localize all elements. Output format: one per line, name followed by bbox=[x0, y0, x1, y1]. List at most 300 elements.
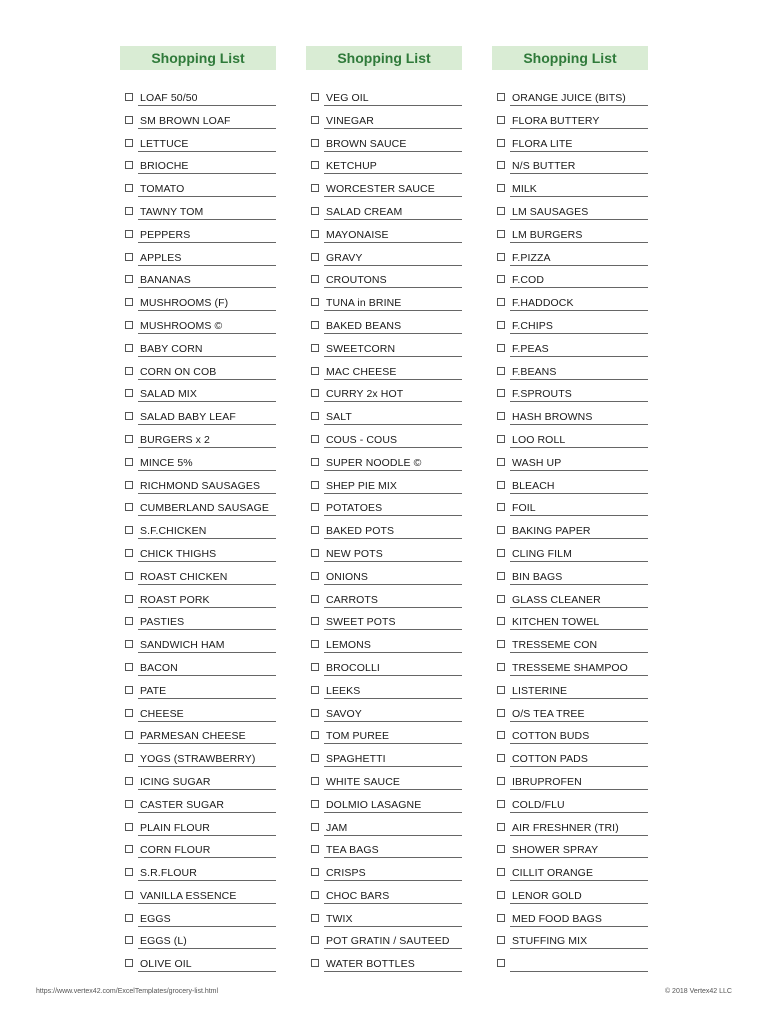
item-checkbox[interactable] bbox=[125, 139, 133, 147]
item-checkbox[interactable] bbox=[497, 777, 505, 785]
item-checkbox[interactable] bbox=[497, 549, 505, 557]
list-item bbox=[120, 407, 276, 430]
item-entry-line[interactable] bbox=[138, 772, 276, 790]
item-checkbox[interactable] bbox=[311, 800, 319, 808]
item-entry-line[interactable] bbox=[324, 635, 462, 653]
item-checkbox[interactable] bbox=[497, 709, 505, 717]
item-label: LM SAUSAGES bbox=[512, 205, 589, 218]
item-entry-line[interactable] bbox=[324, 590, 462, 608]
item-entry-line[interactable] bbox=[324, 293, 462, 311]
item-checkbox[interactable] bbox=[497, 458, 505, 466]
item-checkbox[interactable] bbox=[311, 184, 319, 192]
list-item bbox=[492, 521, 648, 544]
item-label: MILK bbox=[512, 183, 537, 196]
list-item bbox=[120, 749, 276, 772]
item-entry-line[interactable] bbox=[324, 521, 462, 539]
item-entry-line[interactable] bbox=[324, 179, 462, 197]
item-entry-line[interactable] bbox=[138, 954, 276, 972]
item-label: LOAF 50/50 bbox=[140, 92, 198, 104]
list-item bbox=[120, 384, 276, 407]
item-checkbox[interactable] bbox=[311, 777, 319, 785]
item-entry-line[interactable] bbox=[324, 88, 462, 106]
item-checkbox[interactable] bbox=[125, 526, 133, 534]
item-label: WASH UP bbox=[512, 456, 562, 469]
item-entry-line[interactable] bbox=[138, 521, 276, 539]
item-checkbox[interactable] bbox=[497, 526, 505, 534]
item-entry-line[interactable] bbox=[324, 726, 462, 744]
item-entry-line[interactable] bbox=[510, 339, 648, 357]
item-checkbox[interactable] bbox=[497, 481, 505, 489]
item-checkbox[interactable] bbox=[311, 389, 319, 397]
item-checkbox[interactable] bbox=[125, 686, 133, 694]
item-entry-line[interactable] bbox=[510, 726, 648, 744]
item-label: EGGS (L) bbox=[140, 935, 187, 948]
item-entry-line[interactable] bbox=[138, 248, 276, 266]
item-checkbox[interactable] bbox=[311, 845, 319, 853]
item-entry-line[interactable] bbox=[324, 544, 462, 562]
item-checkbox[interactable] bbox=[125, 481, 133, 489]
list-item bbox=[306, 681, 462, 704]
item-checkbox[interactable] bbox=[125, 116, 133, 124]
list-item bbox=[492, 111, 648, 134]
item-checkbox[interactable] bbox=[497, 116, 505, 124]
item-entry-line[interactable] bbox=[324, 818, 462, 836]
item-checkbox[interactable] bbox=[497, 389, 505, 397]
item-label: IBRUPROFEN bbox=[512, 775, 582, 788]
item-entry-line[interactable] bbox=[510, 863, 648, 881]
list-item bbox=[492, 726, 648, 749]
item-entry-line[interactable] bbox=[324, 772, 462, 790]
item-entry-line[interactable] bbox=[510, 704, 648, 722]
item-checkbox[interactable] bbox=[497, 93, 505, 101]
item-entry-line[interactable] bbox=[324, 270, 462, 288]
list-item bbox=[306, 156, 462, 179]
list-item bbox=[306, 567, 462, 590]
item-label: F.PIZZA bbox=[512, 251, 551, 264]
list-item bbox=[306, 521, 462, 544]
item-entry-line[interactable] bbox=[324, 202, 462, 220]
item-entry-line[interactable] bbox=[510, 635, 648, 653]
item-entry-line[interactable] bbox=[138, 225, 276, 243]
item-label: COLD/FLU bbox=[512, 798, 565, 811]
item-checkbox[interactable] bbox=[125, 389, 133, 397]
item-label: BANANAS bbox=[140, 274, 191, 287]
item-checkbox[interactable] bbox=[311, 412, 319, 420]
item-label: NEW POTS bbox=[326, 547, 383, 560]
item-checkbox[interactable] bbox=[125, 891, 133, 899]
item-entry-line[interactable] bbox=[138, 840, 276, 858]
item-checkbox[interactable] bbox=[125, 914, 133, 922]
item-checkbox[interactable] bbox=[497, 800, 505, 808]
item-entry-line[interactable] bbox=[510, 384, 648, 402]
item-checkbox[interactable] bbox=[125, 617, 133, 625]
item-checkbox[interactable] bbox=[125, 458, 133, 466]
item-checkbox[interactable] bbox=[125, 367, 133, 375]
item-label: MINCE 5% bbox=[140, 456, 193, 469]
item-entry-line[interactable] bbox=[510, 88, 648, 106]
item-checkbox[interactable] bbox=[311, 709, 319, 717]
item-label: LM BURGERS bbox=[512, 228, 583, 241]
item-entry-line[interactable] bbox=[510, 316, 648, 334]
item-checkbox[interactable] bbox=[311, 891, 319, 899]
item-entry-line[interactable] bbox=[138, 88, 276, 106]
item-checkbox[interactable] bbox=[311, 617, 319, 625]
item-entry-line[interactable] bbox=[510, 567, 648, 585]
item-entry-line[interactable] bbox=[324, 749, 462, 767]
list-item bbox=[492, 362, 648, 385]
item-checkbox[interactable] bbox=[125, 161, 133, 169]
item-label: ICING SUGAR bbox=[140, 775, 211, 788]
item-checkbox[interactable] bbox=[311, 754, 319, 762]
item-entry-line[interactable] bbox=[324, 339, 462, 357]
item-checkbox[interactable] bbox=[311, 275, 319, 283]
item-checkbox[interactable] bbox=[311, 458, 319, 466]
item-checkbox[interactable] bbox=[311, 344, 319, 352]
item-checkbox[interactable] bbox=[125, 412, 133, 420]
item-entry-line[interactable] bbox=[324, 704, 462, 722]
item-label: LETTUCE bbox=[140, 137, 189, 150]
list-item bbox=[306, 818, 462, 841]
item-label: MED FOOD BAGS bbox=[512, 912, 602, 925]
item-entry-line[interactable] bbox=[138, 818, 276, 836]
item-label: APPLES bbox=[140, 251, 182, 264]
item-entry-line[interactable] bbox=[324, 111, 462, 129]
item-checkbox[interactable] bbox=[497, 161, 505, 169]
item-entry-line[interactable] bbox=[138, 407, 276, 425]
item-checkbox[interactable] bbox=[497, 207, 505, 215]
item-checkbox[interactable] bbox=[311, 936, 319, 944]
item-entry-line[interactable] bbox=[138, 384, 276, 402]
item-checkbox[interactable] bbox=[311, 230, 319, 238]
item-checkbox[interactable] bbox=[125, 709, 133, 717]
item-checkbox[interactable] bbox=[125, 503, 133, 511]
item-checkbox[interactable] bbox=[497, 663, 505, 671]
item-entry-line[interactable] bbox=[138, 498, 276, 516]
item-checkbox[interactable] bbox=[125, 207, 133, 215]
list-item bbox=[492, 270, 648, 293]
item-checkbox[interactable] bbox=[125, 253, 133, 261]
list-item bbox=[492, 248, 648, 271]
item-checkbox[interactable] bbox=[125, 184, 133, 192]
item-checkbox[interactable] bbox=[497, 298, 505, 306]
item-entry-line[interactable] bbox=[510, 156, 648, 174]
item-checkbox[interactable] bbox=[125, 93, 133, 101]
item-label: LEMONS bbox=[326, 639, 371, 652]
item-checkbox[interactable] bbox=[125, 298, 133, 306]
item-entry-line[interactable] bbox=[138, 612, 276, 630]
item-entry-line[interactable] bbox=[324, 931, 462, 949]
item-checkbox[interactable] bbox=[497, 253, 505, 261]
item-label: FLORA BUTTERY bbox=[512, 114, 600, 127]
item-entry-line[interactable] bbox=[510, 498, 648, 516]
item-entry-line[interactable] bbox=[510, 293, 648, 311]
item-entry-line[interactable] bbox=[510, 407, 648, 425]
item-checkbox[interactable] bbox=[125, 936, 133, 944]
item-entry-line[interactable] bbox=[510, 430, 648, 448]
item-checkbox[interactable] bbox=[311, 298, 319, 306]
item-checkbox[interactable] bbox=[125, 549, 133, 557]
item-entry-line[interactable] bbox=[138, 931, 276, 949]
item-checkbox[interactable] bbox=[125, 595, 133, 603]
item-label: LENOR GOLD bbox=[512, 889, 582, 902]
item-entry-line[interactable] bbox=[138, 726, 276, 744]
item-checkbox[interactable] bbox=[497, 640, 505, 648]
item-entry-line[interactable] bbox=[138, 795, 276, 813]
item-checkbox[interactable] bbox=[497, 595, 505, 603]
item-entry-line[interactable] bbox=[510, 202, 648, 220]
item-checkbox[interactable] bbox=[311, 731, 319, 739]
item-entry-line[interactable] bbox=[510, 795, 648, 813]
item-entry-line[interactable] bbox=[324, 407, 462, 425]
item-checkbox[interactable] bbox=[311, 549, 319, 557]
item-entry-line[interactable] bbox=[510, 362, 648, 380]
item-entry-line[interactable] bbox=[510, 270, 648, 288]
list-item bbox=[492, 476, 648, 499]
item-checkbox[interactable] bbox=[311, 321, 319, 329]
item-checkbox[interactable] bbox=[311, 253, 319, 261]
item-checkbox[interactable] bbox=[311, 116, 319, 124]
item-checkbox[interactable] bbox=[311, 207, 319, 215]
list-item bbox=[120, 134, 276, 157]
item-checkbox[interactable] bbox=[497, 344, 505, 352]
item-entry-line[interactable] bbox=[138, 886, 276, 904]
item-checkbox[interactable] bbox=[125, 640, 133, 648]
item-checkbox[interactable] bbox=[497, 572, 505, 580]
item-checkbox[interactable] bbox=[497, 868, 505, 876]
list-item bbox=[492, 590, 648, 613]
item-entry-line[interactable] bbox=[510, 248, 648, 266]
item-checkbox[interactable] bbox=[311, 686, 319, 694]
item-entry-line[interactable] bbox=[324, 248, 462, 266]
item-entry-line[interactable] bbox=[510, 225, 648, 243]
item-entry-line[interactable] bbox=[324, 453, 462, 471]
item-label: BAKING PAPER bbox=[512, 525, 591, 538]
item-checkbox[interactable] bbox=[311, 959, 319, 967]
item-checkbox[interactable] bbox=[125, 754, 133, 762]
item-entry-line[interactable] bbox=[510, 658, 648, 676]
item-label: CUMBERLAND SAUSAGE bbox=[140, 502, 269, 515]
list-item bbox=[306, 498, 462, 521]
item-checkbox[interactable] bbox=[497, 914, 505, 922]
item-entry-line[interactable] bbox=[510, 590, 648, 608]
item-entry-line[interactable] bbox=[510, 931, 648, 949]
item-entry-line[interactable] bbox=[138, 658, 276, 676]
item-checkbox[interactable] bbox=[497, 435, 505, 443]
item-entry-line[interactable] bbox=[510, 476, 648, 494]
list-item bbox=[492, 612, 648, 635]
item-entry-line[interactable] bbox=[138, 316, 276, 334]
item-checkbox[interactable] bbox=[497, 275, 505, 283]
item-entry-line[interactable] bbox=[510, 544, 648, 562]
list-item bbox=[306, 749, 462, 772]
item-checkbox[interactable] bbox=[125, 823, 133, 831]
item-checkbox[interactable] bbox=[311, 93, 319, 101]
item-entry-line[interactable] bbox=[510, 772, 648, 790]
item-checkbox[interactable] bbox=[311, 367, 319, 375]
item-checkbox[interactable] bbox=[311, 526, 319, 534]
item-label: SHEP PIE MIX bbox=[326, 479, 398, 492]
item-entry-line[interactable] bbox=[510, 886, 648, 904]
item-checkbox[interactable] bbox=[125, 663, 133, 671]
item-entry-line[interactable] bbox=[138, 430, 276, 448]
item-entry-line[interactable] bbox=[324, 362, 462, 380]
item-entry-line[interactable] bbox=[510, 749, 648, 767]
list-item bbox=[306, 635, 462, 658]
item-checkbox[interactable] bbox=[497, 823, 505, 831]
item-checkbox[interactable] bbox=[125, 731, 133, 739]
item-checkbox[interactable] bbox=[125, 435, 133, 443]
item-checkbox[interactable] bbox=[311, 481, 319, 489]
item-entry-line[interactable] bbox=[324, 156, 462, 174]
item-entry-line[interactable] bbox=[138, 293, 276, 311]
item-checkbox[interactable] bbox=[125, 959, 133, 967]
item-entry-line[interactable] bbox=[138, 704, 276, 722]
item-checkbox[interactable] bbox=[125, 230, 133, 238]
item-entry-line[interactable] bbox=[324, 567, 462, 585]
item-entry-line[interactable] bbox=[138, 476, 276, 494]
item-entry-line[interactable] bbox=[510, 134, 648, 152]
item-checkbox[interactable] bbox=[311, 663, 319, 671]
list-item bbox=[120, 476, 276, 499]
item-checkbox[interactable] bbox=[311, 503, 319, 511]
item-checkbox[interactable] bbox=[311, 595, 319, 603]
item-checkbox[interactable] bbox=[497, 959, 505, 967]
item-label: VEG OIL bbox=[326, 92, 369, 104]
list-item bbox=[306, 954, 462, 977]
item-checkbox[interactable] bbox=[497, 936, 505, 944]
item-entry-line[interactable] bbox=[138, 111, 276, 129]
item-checkbox[interactable] bbox=[497, 184, 505, 192]
item-checkbox[interactable] bbox=[311, 161, 319, 169]
item-checkbox[interactable] bbox=[497, 503, 505, 511]
item-label: WHITE SAUCE bbox=[326, 775, 401, 788]
item-entry-line[interactable] bbox=[324, 886, 462, 904]
item-entry-line[interactable] bbox=[138, 339, 276, 357]
item-entry-line[interactable] bbox=[138, 453, 276, 471]
item-label: LISTERINE bbox=[512, 684, 568, 697]
item-entry-line[interactable] bbox=[324, 909, 462, 927]
item-entry-line[interactable] bbox=[324, 384, 462, 402]
item-entry-line[interactable] bbox=[138, 156, 276, 174]
item-entry-line[interactable] bbox=[324, 498, 462, 516]
item-checkbox[interactable] bbox=[497, 617, 505, 625]
shopping-list-column-3 bbox=[492, 46, 648, 977]
item-checkbox[interactable] bbox=[497, 321, 505, 329]
item-label: BABY CORN bbox=[140, 342, 203, 355]
item-entry-line[interactable] bbox=[138, 202, 276, 220]
item-entry-line[interactable] bbox=[324, 225, 462, 243]
item-entry-line[interactable] bbox=[324, 612, 462, 630]
item-checkbox[interactable] bbox=[125, 344, 133, 352]
item-entry-line[interactable] bbox=[138, 749, 276, 767]
item-checkbox[interactable] bbox=[497, 230, 505, 238]
item-entry-line[interactable] bbox=[510, 818, 648, 836]
item-entry-line[interactable] bbox=[138, 635, 276, 653]
item-checkbox[interactable] bbox=[497, 754, 505, 762]
item-checkbox[interactable] bbox=[497, 139, 505, 147]
item-checkbox[interactable] bbox=[497, 891, 505, 899]
item-entry-line[interactable] bbox=[510, 840, 648, 858]
item-checkbox[interactable] bbox=[497, 845, 505, 853]
item-checkbox[interactable] bbox=[311, 435, 319, 443]
item-entry-line[interactable] bbox=[138, 179, 276, 197]
item-entry-line[interactable] bbox=[510, 681, 648, 699]
item-entry-line[interactable] bbox=[510, 453, 648, 471]
item-entry-line[interactable] bbox=[510, 612, 648, 630]
item-checkbox[interactable] bbox=[497, 412, 505, 420]
item-entry-line[interactable] bbox=[324, 476, 462, 494]
item-entry-line[interactable] bbox=[510, 954, 648, 972]
item-label: SHOWER SPRAY bbox=[512, 844, 599, 857]
item-entry-line[interactable] bbox=[138, 909, 276, 927]
item-label: CILLIT ORANGE bbox=[512, 867, 594, 880]
item-checkbox[interactable] bbox=[125, 800, 133, 808]
item-checkbox[interactable] bbox=[311, 572, 319, 580]
item-checkbox[interactable] bbox=[125, 572, 133, 580]
item-label: S.R.FLOUR bbox=[140, 867, 197, 880]
item-checkbox[interactable] bbox=[311, 868, 319, 876]
item-checkbox[interactable] bbox=[497, 686, 505, 694]
list-item bbox=[306, 772, 462, 795]
item-label: SPAGHETTI bbox=[326, 753, 386, 766]
item-entry-line[interactable] bbox=[324, 134, 462, 152]
list-item bbox=[306, 225, 462, 248]
item-entry-line[interactable] bbox=[138, 567, 276, 585]
list-item bbox=[492, 886, 648, 909]
shopping-list-column-1 bbox=[120, 46, 276, 977]
item-entry-line[interactable] bbox=[324, 795, 462, 813]
item-label: COTTON PADS bbox=[512, 753, 588, 766]
column-title: Shopping List bbox=[306, 46, 462, 70]
item-entry-line[interactable] bbox=[138, 544, 276, 562]
item-entry-line[interactable] bbox=[324, 316, 462, 334]
item-entry-line[interactable] bbox=[510, 909, 648, 927]
item-entry-line[interactable] bbox=[138, 681, 276, 699]
item-checkbox[interactable] bbox=[125, 868, 133, 876]
item-entry-line[interactable] bbox=[138, 863, 276, 881]
item-entry-line[interactable] bbox=[324, 840, 462, 858]
item-checkbox[interactable] bbox=[311, 640, 319, 648]
item-entry-line[interactable] bbox=[510, 521, 648, 539]
item-entry-line[interactable] bbox=[324, 954, 462, 972]
item-checkbox[interactable] bbox=[125, 321, 133, 329]
item-entry-line[interactable] bbox=[138, 270, 276, 288]
item-entry-line[interactable] bbox=[510, 111, 648, 129]
item-label: PATE bbox=[140, 684, 167, 697]
item-entry-line[interactable] bbox=[138, 362, 276, 380]
item-entry-line[interactable] bbox=[324, 430, 462, 448]
item-entry-line[interactable] bbox=[510, 179, 648, 197]
item-checkbox[interactable] bbox=[311, 823, 319, 831]
item-checkbox[interactable] bbox=[125, 777, 133, 785]
item-checkbox[interactable] bbox=[125, 275, 133, 283]
item-entry-line[interactable] bbox=[324, 681, 462, 699]
item-checkbox[interactable] bbox=[125, 845, 133, 853]
list-item bbox=[120, 202, 276, 225]
item-entry-line[interactable] bbox=[138, 134, 276, 152]
item-entry-line[interactable] bbox=[324, 658, 462, 676]
item-label: CURRY 2x HOT bbox=[326, 388, 404, 401]
item-entry-line[interactable] bbox=[324, 863, 462, 881]
item-checkbox[interactable] bbox=[497, 731, 505, 739]
item-checkbox[interactable] bbox=[497, 367, 505, 375]
list-item bbox=[492, 202, 648, 225]
item-checkbox[interactable] bbox=[311, 914, 319, 922]
footer-url[interactable]: https://www.vertex42.com/ExcelTemplates/grocery-list.html bbox=[36, 988, 219, 995]
item-entry-line[interactable] bbox=[138, 590, 276, 608]
item-checkbox[interactable] bbox=[311, 139, 319, 147]
list-item bbox=[306, 795, 462, 818]
